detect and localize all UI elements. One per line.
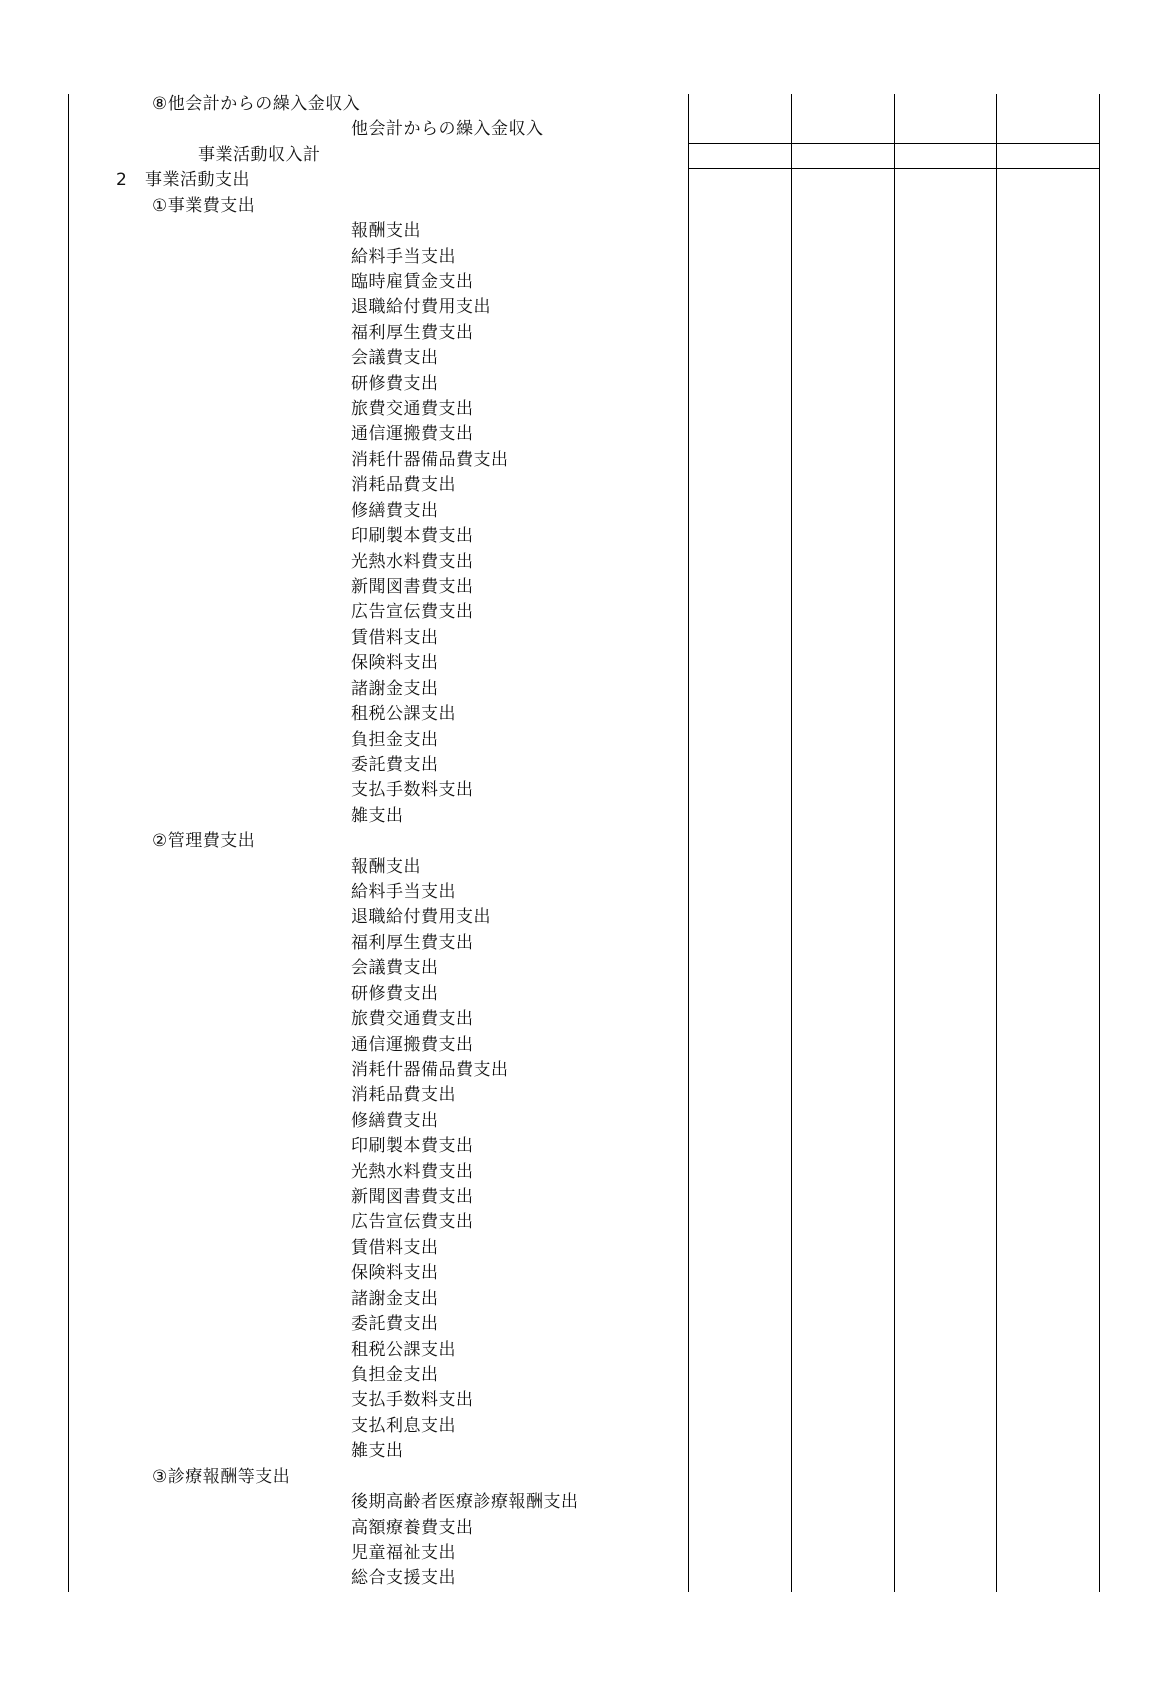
account-item: 臨時雇賃金支出: [351, 272, 474, 292]
account-item: 会議費支出: [351, 348, 439, 368]
account-item: 報酬支出: [351, 221, 421, 241]
amount-column-border-1: [688, 94, 689, 1592]
account-item: 支払手数料支出: [351, 780, 474, 800]
account-item: 雑支出: [351, 1441, 404, 1461]
account-item: 租税公課支出: [351, 704, 456, 724]
account-item: 光熱水料費支出: [351, 552, 474, 572]
account-item: 給料手当支出: [351, 247, 456, 267]
account-item: 児童福祉支出: [351, 1543, 456, 1563]
account-item: 広告宣伝費支出: [351, 1212, 474, 1232]
account-item: 広告宣伝費支出: [351, 602, 474, 622]
account-item: 総合支援支出: [351, 1568, 456, 1588]
amount-column-border-2: [791, 94, 792, 1592]
category-heading: ②管理費支出: [152, 831, 256, 851]
account-item: 給料手当支出: [351, 882, 456, 902]
account-item: 高額療養費支出: [351, 1518, 474, 1538]
account-item: 新聞図書費支出: [351, 1187, 474, 1207]
account-item: 委託費支出: [351, 755, 439, 775]
account-item: 印刷製本費支出: [351, 1136, 474, 1156]
subtotal-label: 事業活動収入計: [198, 145, 321, 165]
account-item: 消耗什器備品費支出: [351, 450, 509, 470]
account-item: 委託費支出: [351, 1314, 439, 1334]
subtotal-bottom-rule: [688, 168, 1099, 169]
account-item: 旅費交通費支出: [351, 399, 474, 419]
account-item: 研修費支出: [351, 984, 439, 1004]
section-heading: 事業活動支出: [145, 170, 250, 190]
account-item: 退職給付費用支出: [351, 297, 491, 317]
account-item: 賃借料支出: [351, 1238, 439, 1258]
account-item: 消耗品費支出: [351, 475, 456, 495]
account-item: 諸謝金支出: [351, 1289, 439, 1309]
account-item: 支払利息支出: [351, 1416, 456, 1436]
account-item: 修繕費支出: [351, 501, 439, 521]
account-item: 研修費支出: [351, 374, 439, 394]
account-item: 印刷製本費支出: [351, 526, 474, 546]
table-right-border: [1099, 94, 1100, 1592]
account-item: 負担金支出: [351, 1365, 439, 1385]
account-item: 福利厚生費支出: [351, 323, 474, 343]
account-item: 支払手数料支出: [351, 1390, 474, 1410]
category-heading: ⑧他会計からの繰入金収入: [152, 94, 361, 114]
amount-column-border-3: [894, 94, 895, 1592]
account-item: 退職給付費用支出: [351, 907, 491, 927]
account-item: 雑支出: [351, 806, 404, 826]
category-heading: ③診療報酬等支出: [152, 1467, 291, 1487]
account-item: 通信運搬費支出: [351, 1035, 474, 1055]
table-left-border: [68, 94, 69, 1592]
account-item: 旅費交通費支出: [351, 1009, 474, 1029]
account-item: 消耗什器備品費支出: [351, 1060, 509, 1080]
section-number: 2: [116, 170, 128, 190]
account-item: 消耗品費支出: [351, 1085, 456, 1105]
account-item: 租税公課支出: [351, 1340, 456, 1360]
subtotal-top-rule: [688, 143, 1099, 144]
account-item: 諸謝金支出: [351, 679, 439, 699]
account-item: 後期高齢者医療診療報酬支出: [351, 1492, 579, 1512]
account-item: 修繕費支出: [351, 1111, 439, 1131]
account-item: 光熱水料費支出: [351, 1162, 474, 1182]
account-item: 賃借料支出: [351, 628, 439, 648]
account-item: 報酬支出: [351, 857, 421, 877]
category-heading: ①事業費支出: [152, 196, 256, 216]
account-item: 新聞図書費支出: [351, 577, 474, 597]
account-item: 負担金支出: [351, 730, 439, 750]
account-item: 福利厚生費支出: [351, 933, 474, 953]
account-item: 通信運搬費支出: [351, 424, 474, 444]
account-item: 会議費支出: [351, 958, 439, 978]
amount-column-border-4: [996, 94, 997, 1592]
account-item: 保険料支出: [351, 1263, 439, 1283]
account-item: 他会計からの繰入金収入: [351, 119, 544, 139]
account-item: 保険料支出: [351, 653, 439, 673]
